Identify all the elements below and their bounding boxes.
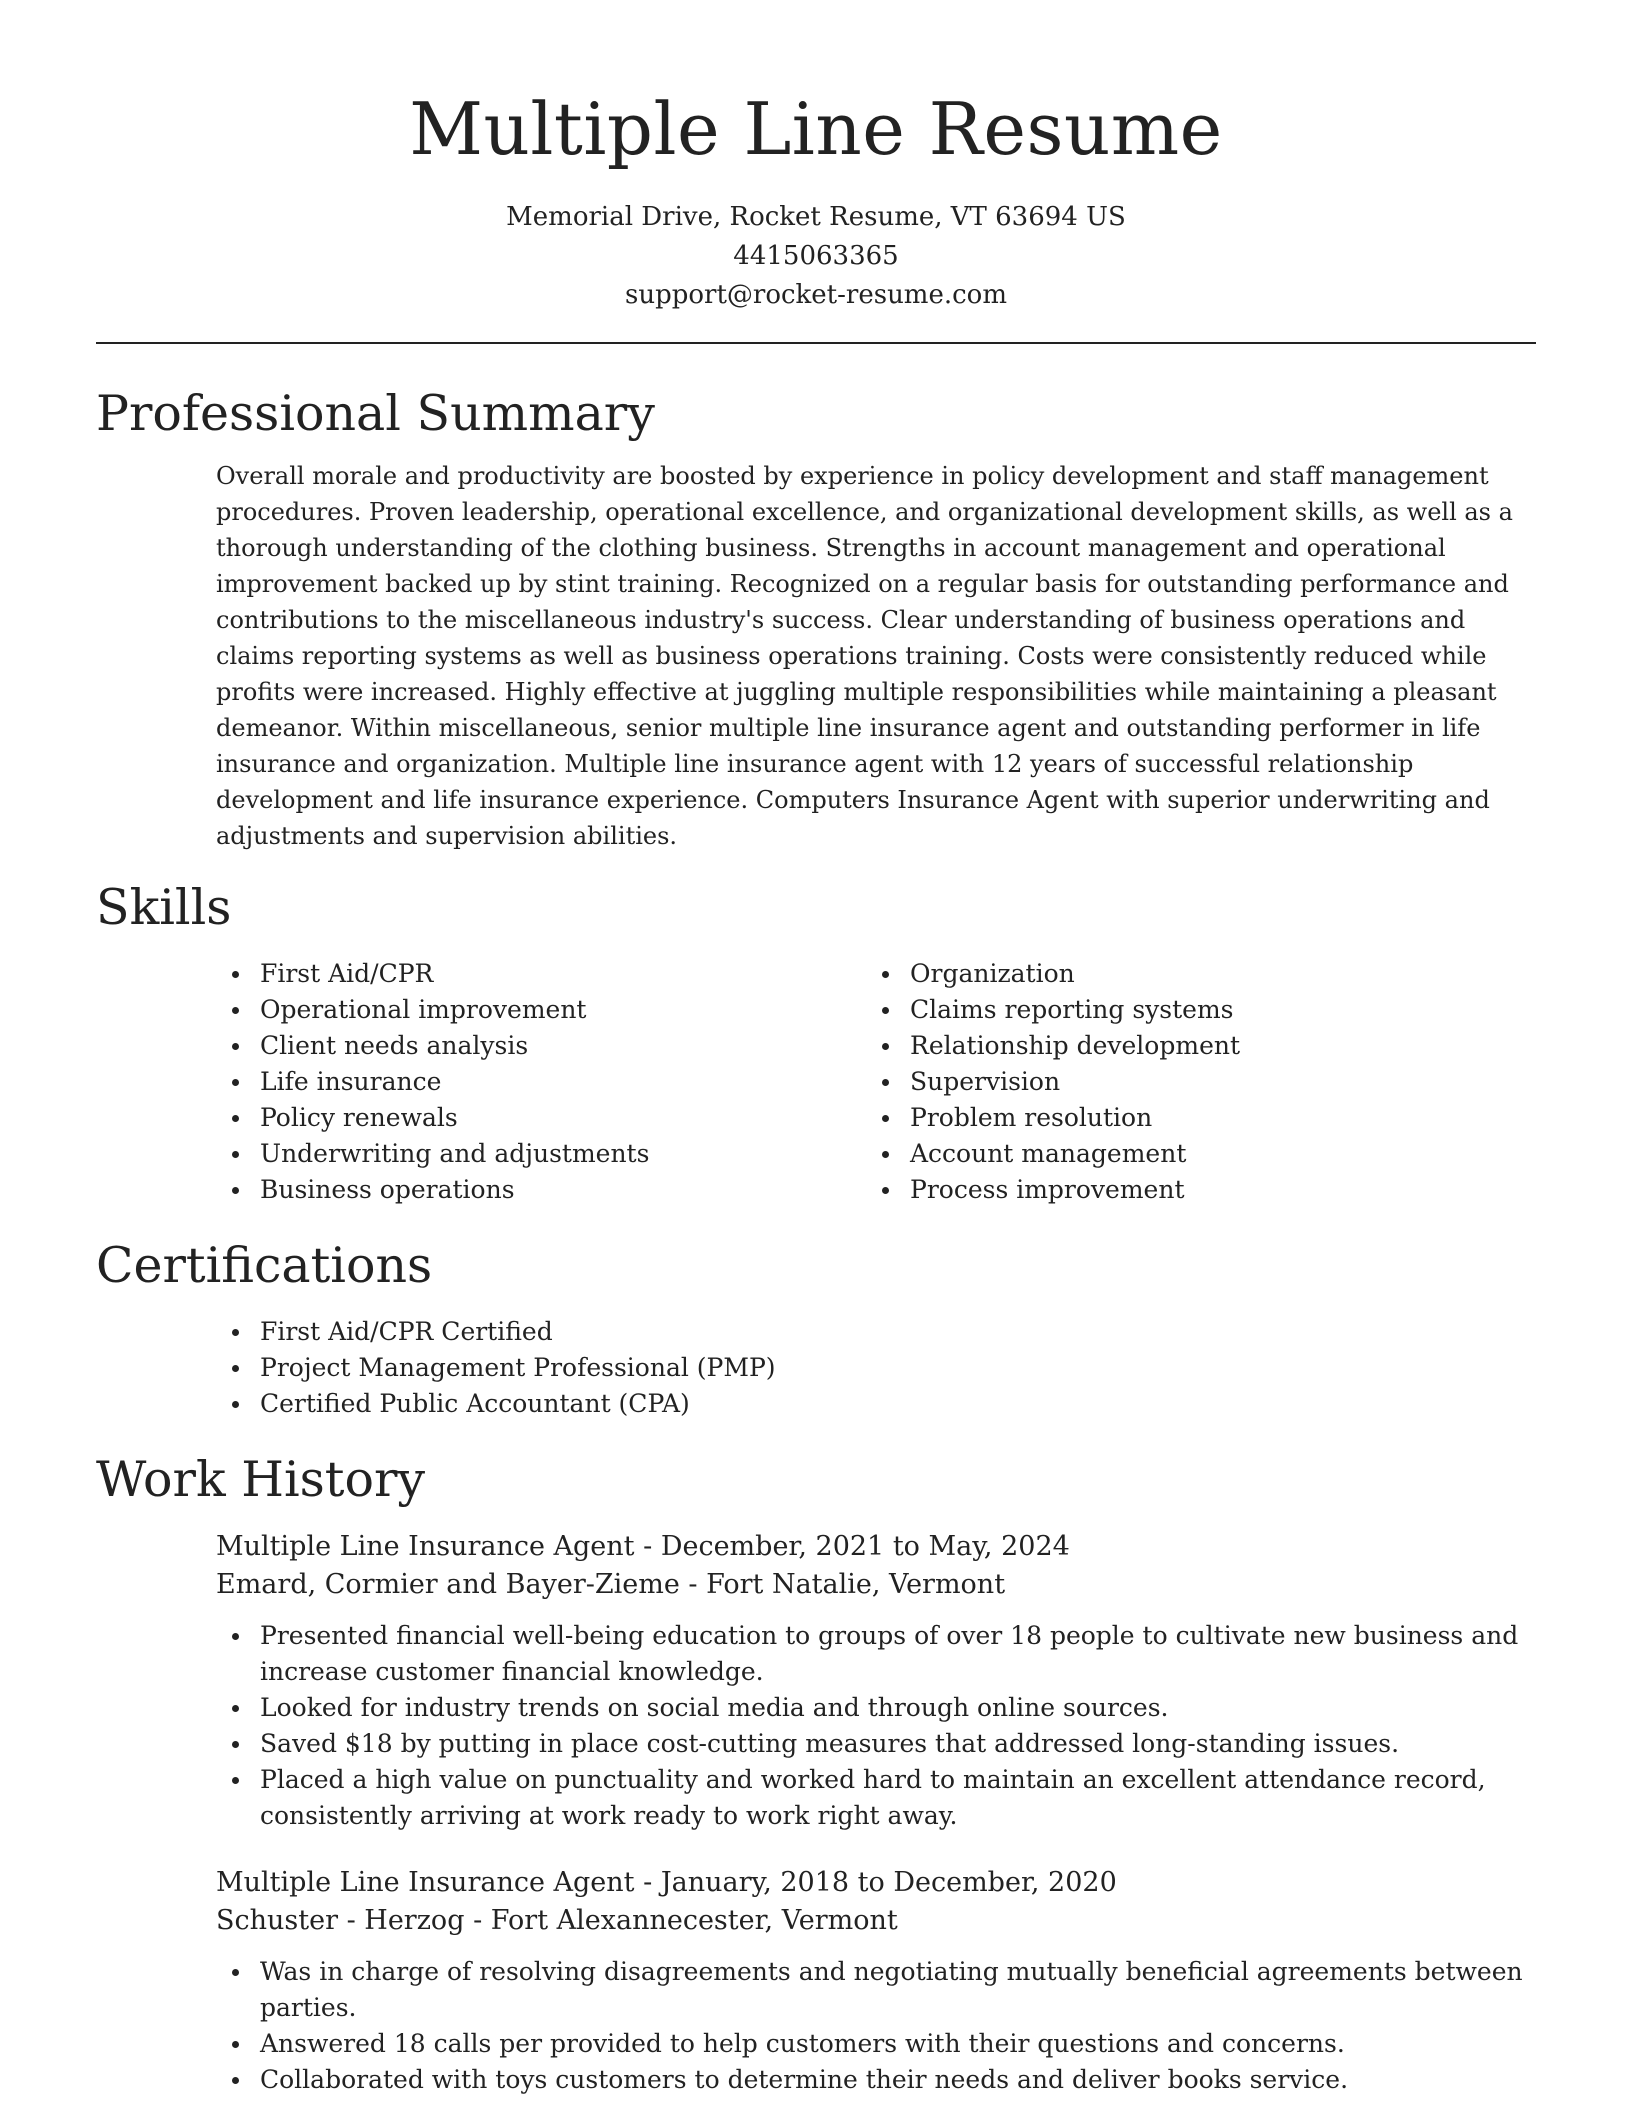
skills-list-left — [216, 956, 866, 1208]
summary-section — [96, 380, 1536, 854]
certifications-section — [96, 1232, 1536, 1422]
skill-item: Policy renewals — [216, 1100, 866, 1136]
resume-header — [0, 0, 1632, 315]
job-bullet-list — [216, 1618, 1536, 1834]
job-entry — [216, 1864, 1536, 2098]
job-location: Fort Natalie, Vermont — [706, 1569, 1006, 1600]
job-entry — [216, 1528, 1536, 1834]
job-role-line — [216, 1864, 1536, 1902]
resume-title: Multiple Line Resume — [409, 87, 1223, 171]
job-location: Fort Alexannecester, Vermont — [490, 1905, 898, 1936]
job-company: Schuster - Herzog — [216, 1905, 465, 1936]
skills-section — [96, 874, 1536, 1208]
job-dates: January, 2018 to December, 2020 — [660, 1867, 1117, 1898]
contact-block — [0, 198, 1632, 315]
skills-heading: Skills — [96, 879, 232, 936]
certification-item: Certified Public Accountant (CPA) — [216, 1386, 1536, 1422]
skills-columns — [216, 956, 1536, 1208]
skill-item: Organization — [866, 956, 1516, 992]
job-company: Emard, Cormier and Bayer-Zieme — [216, 1569, 680, 1600]
resume-content — [96, 380, 1536, 2098]
certification-item: Project Management Professional (PMP) — [216, 1350, 1536, 1386]
certification-item: First Aid/CPR Certified — [216, 1314, 1536, 1350]
skill-item: Problem resolution — [866, 1100, 1516, 1136]
certifications-heading: Certifications — [96, 1237, 433, 1294]
skill-item: Supervision — [866, 1064, 1516, 1100]
skill-item: Operational improvement — [216, 992, 866, 1028]
job-role-line — [216, 1528, 1536, 1566]
job-bullet: Answered 18 calls per provided to help customers with their questions and concerns. — [216, 2026, 1536, 2062]
work-history-heading: Work History — [96, 1451, 426, 1508]
job-bullet: Looked for industry trends on social media and through online sources. — [216, 1690, 1536, 1726]
summary-heading: Professional Summary — [96, 385, 655, 442]
header-divider — [96, 342, 1536, 344]
skill-item: Claims reporting systems — [866, 992, 1516, 1028]
work-history-section — [96, 1446, 1536, 2098]
certifications-list — [216, 1314, 1536, 1422]
skill-item: Relationship development — [866, 1028, 1516, 1064]
skill-item: First Aid/CPR — [216, 956, 866, 992]
summary-text: Overall morale and productivity are boosted by experience in policy development and staff management procedures. Proven leadership, operational excellence, and organizational development skills, as well as a thorough understanding of the clothing business. Strengths in account management and operational improvement backed up by stint training. Recognized on a regular basis for outstanding performance and contributions to the miscellaneous industry's success. Clear understanding of business operations and claims reporting systems as well as business operations training. Costs were consistently reduced while profits were increased. Highly effective at juggling multiple responsibilities while maintaining a pleasant demeanor. Within miscellaneous, senior multiple line insurance agent and outstanding performer in life insurance and organization. Multiple line insurance agent with 12 years of successful relationship development and life insurance experience. Computers Insurance Agent with superior underwriting and adjustments and supervision abilities. — [216, 462, 1513, 850]
separator: - — [634, 1867, 661, 1898]
skill-item: Client needs analysis — [216, 1028, 866, 1064]
job-bullet: Placed a high value on punctuality and worked hard to maintain an excellent attendance record, consistently arriving at work ready to work right away. — [216, 1762, 1536, 1834]
skill-item: Business operations — [216, 1172, 866, 1208]
job-bullet: Presented financial well-being education to groups of over 18 people to cultivate new business and increase customer financial knowledge. — [216, 1618, 1536, 1690]
skill-item: Account management — [866, 1136, 1516, 1172]
contact-address: Memorial Drive, Rocket Resume, VT 63694 US — [506, 202, 1126, 232]
contact-phone: 4415063365 — [733, 241, 899, 271]
skill-item: Life insurance — [216, 1064, 866, 1100]
job-dates: December, 2021 to May, 2024 — [660, 1531, 1070, 1562]
job-bullet: Collaborated with toys customers to determine their needs and deliver books service. — [216, 2062, 1536, 2098]
job-bullet: Was in charge of resolving disagreements and negotiating mutually beneficial agreements between parties. — [216, 1954, 1536, 2026]
separator: - — [634, 1531, 661, 1562]
job-bullet: Saved $18 by putting in place cost-cutting measures that addressed long-standing issues. — [216, 1726, 1536, 1762]
job-company-line — [216, 1566, 1536, 1604]
skill-item: Underwriting and adjustments — [216, 1136, 866, 1172]
skills-list-right — [866, 956, 1516, 1208]
skill-item: Process improvement — [866, 1172, 1516, 1208]
separator: - — [679, 1569, 707, 1600]
job-role: Multiple Line Insurance Agent — [216, 1867, 635, 1898]
job-company-line — [216, 1902, 1536, 1940]
contact-email[interactable]: support@rocket-resume.com — [624, 280, 1007, 310]
job-bullet-list — [216, 1954, 1536, 2098]
job-role: Multiple Line Insurance Agent — [216, 1531, 635, 1562]
separator: - — [464, 1905, 491, 1936]
